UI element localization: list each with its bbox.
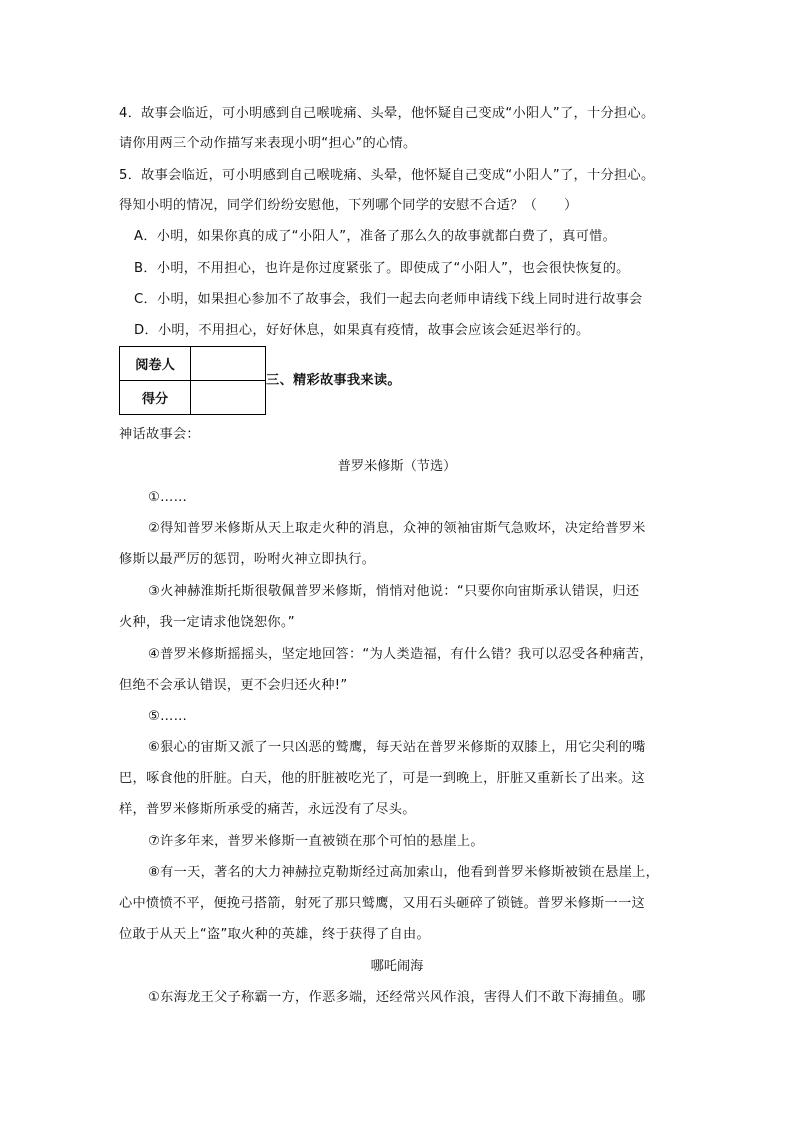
story1-paragraph-line: 修斯以最严厉的惩罚，吩咐火神立即执行。 bbox=[119, 552, 376, 567]
section-intro: 神话故事会： bbox=[119, 427, 200, 442]
q4-text-line1: 4．故事会临近，可小明感到自己喉咙痛、头晕，他怀疑自己变成“小阳人”了，十分担心。 bbox=[119, 106, 655, 121]
story1-paragraph-line: ④普罗米修斯摇摇头，坚定地回答：“为人类造福，有什么错？我可以忍受各种痛苦， bbox=[148, 647, 653, 662]
q5-text-line2: 得知小明的情况，同学们纷纷安慰他，下列哪个同学的安慰不合适？（ ） bbox=[119, 198, 578, 213]
story1-paragraph-line: 位敢于从天上“盗”取火种的英雄，终于获得了自由。 bbox=[119, 927, 430, 942]
story1-paragraph-line: 心中愤愤不平，便挽弓搭箭，射死了那只鹫鹰，又用石头砸碎了锁链。普罗米修斯一一这 bbox=[119, 896, 646, 911]
score-field[interactable] bbox=[191, 381, 266, 415]
story2-paragraph-line: ①东海龙王父子称霸一方，作恶多端，还经常兴风作浪，害得人们不敢下海捕鱼。哪 bbox=[148, 990, 646, 1005]
story1-title: 普罗米修斯（节选） bbox=[337, 459, 457, 474]
story1-paragraph-line: ③火神赫淮斯托斯很敬佩普罗米修斯，悄悄对他说：“只要你向宙斯承认错误，归还 bbox=[148, 584, 640, 599]
story1-paragraph-line: ⑦许多年来，普罗米修斯一直被锁在那个可怕的悬崖上。 bbox=[148, 834, 484, 849]
story1-paragraph-line: ⑧有一天，著名的大力神赫拉克勒斯经过高加索山，他看到普罗米修斯被锁在悬崖上， bbox=[148, 865, 660, 880]
q4-text-line2: 请你用两三个动作描写来表现小明“担心”的心情。 bbox=[119, 136, 417, 151]
story1-paragraph-line: 但绝不会承认错误，更不会归还火种!” bbox=[119, 678, 348, 693]
story1-paragraph-line: ①…… bbox=[148, 490, 188, 505]
option-d[interactable]: D．小明，不用担心，好好休息，如果真有疫情，故事会应该会延迟举行的。 bbox=[134, 323, 590, 338]
story1-paragraph-line: ⑤…… bbox=[148, 709, 188, 724]
score-label: 得分 bbox=[120, 381, 191, 415]
section-title: 三、精彩故事我来读。 bbox=[266, 373, 401, 388]
score-table bbox=[119, 346, 266, 415]
story1-paragraph-line: ②得知普罗米修斯从天上取走火种的消息，众神的领袖宙斯气急败坏，决定给普罗米 bbox=[148, 521, 646, 536]
option-b[interactable]: B．小明，不用担心，也许是你过度紧张了。即使成了“小阳人”，也会很快恢复的。 bbox=[134, 261, 630, 276]
story1-paragraph-line: 火种，我一定请求他饶恕你。” bbox=[119, 615, 295, 630]
story1-paragraph-line: 样，普罗米修斯所承受的痛苦，永远没有了尽头。 bbox=[119, 802, 416, 817]
reviewer-field[interactable] bbox=[191, 347, 266, 381]
story1-paragraph-line: 巴，啄食他的肝脏。白天，他的肝脏被吃光了，可是一到晚上，肝脏又重新长了出来。这 bbox=[119, 771, 646, 786]
option-c[interactable]: C．小明，如果担心参加不了故事会，我们一起去向老师申请线下线上同时进行故事会 bbox=[134, 292, 643, 307]
reviewer-label: 阅卷人 bbox=[120, 347, 191, 381]
q5-text-line1: 5．故事会临近，可小明感到自己喉咙痛、头晕，他怀疑自己变成“小阳人”了，十分担心。 bbox=[119, 168, 655, 183]
option-a[interactable]: A．小明，如果你真的成了“小阳人”，准备了那么久的故事就都白费了，真可惜。 bbox=[134, 229, 617, 244]
story2-title: 哪吒闹海 bbox=[370, 959, 424, 974]
story1-paragraph-line: ⑥狠心的宙斯又派了一只凶恶的鹫鹰，每天站在普罗米修斯的双膝上，用它尖利的嘴 bbox=[148, 740, 646, 755]
